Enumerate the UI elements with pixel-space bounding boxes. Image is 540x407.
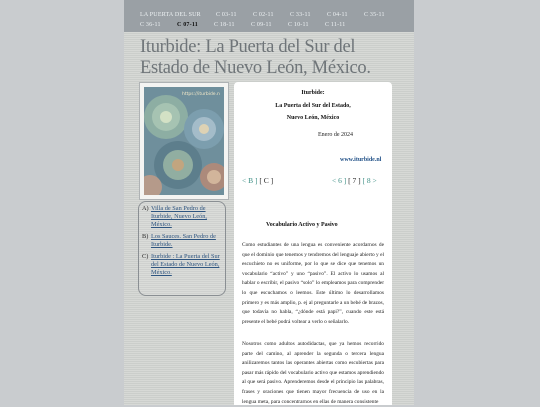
nav-link[interactable]: C 36-11 <box>140 22 161 28</box>
link-text[interactable]: Iturbide : La Puerta del Sur del Estado de Nuevo León, México. <box>151 253 220 276</box>
paragraph-2: Nosotros como adultos autodidactas, que ya hemos recorrido parte del camino, al aprender la segunda o tercera lengua anilizaremos tantos las operantes abiertas como escubiertas para pasar más rápido del vocabulario activo que estamos aprendiendo al que será pasivo. Aprenderemos desde el principio las palabras, frases y oraciones que tienen mayor frecuencia de uso en la lengua meta, para concentrarnos en ellas de manera consistente <box>242 341 384 405</box>
nav-link[interactable]: C 18-11 <box>214 22 235 28</box>
content-card <box>234 82 392 405</box>
section-title: Vocabulario Activo y Pasivo <box>266 222 338 228</box>
card-heading-2: La Puerta del Sur del Estado, <box>275 103 351 109</box>
pager-prev-b[interactable]: < B ] <box>242 176 258 185</box>
site-link[interactable]: www.iturbide.nl <box>340 157 382 163</box>
link-item-b[interactable] <box>142 233 222 249</box>
publish-date: Enero de 2024 <box>318 132 353 138</box>
link-text[interactable]: Villa de San Pedro de Iturbide, Nuevo León, México. <box>151 205 207 228</box>
nav-link[interactable]: C 03-11 <box>216 12 237 18</box>
pager-numbers <box>332 176 377 185</box>
pager-letters <box>242 176 273 185</box>
nav-link[interactable]: C 09-11 <box>251 22 272 28</box>
link-text[interactable]: Los Sauces. San Pedro de Iturbide. <box>151 233 216 248</box>
pager-prev-6[interactable]: < 6 ] <box>332 176 347 185</box>
nav-row-2 <box>140 22 362 28</box>
link-key: A) <box>142 205 149 212</box>
link-item-c[interactable] <box>142 253 222 277</box>
link-item-a[interactable] <box>142 205 222 229</box>
related-links-box <box>138 201 226 296</box>
succulent-image <box>144 87 224 195</box>
link-key: B) <box>142 233 149 240</box>
nav-link-active[interactable]: C 07-11 <box>177 22 198 28</box>
nav-link[interactable]: C 33-11 <box>290 12 311 18</box>
link-key: C) <box>142 253 149 260</box>
paragraph-1: Como estudiantes de una lengua es conveniente acordarnos de que el dominio que tenemos y tendremos del lenguaje abierto y el escuchieto no es uniforme, por lo que se dice que tenemos un vocabulario “activo” y uno “pasivo”. El activo lo usamos al hablar o escribir, el pasivo “solo” lo empleamos para comprender lo que escuchamos o leemos. Este último lo desarrollamos primero y es más amplio, p. ej al preguntarle a un bebé de brazos, que todavía no habla, “¿dónde está papi?”, cuando este está presente el bebé podrá voltear a verlo o señalarlo. <box>242 242 384 325</box>
nav-link[interactable]: C 35-11 <box>364 12 385 18</box>
succulent-photo <box>139 82 229 200</box>
card-heading-3: Nuevo León, México <box>286 115 340 121</box>
nav-link[interactable]: C 11-11 <box>325 22 346 28</box>
nav-link[interactable]: C 02-11 <box>253 12 274 18</box>
page-title: Iturbide: La Puerta del Sur del Estado de Nuevo León, México. <box>140 37 371 78</box>
nav-link[interactable]: C 10-11 <box>288 22 309 28</box>
pager-current-c: [ C ] <box>259 176 274 185</box>
watermark: https://iturbide.n <box>182 92 220 97</box>
nav-link-home[interactable]: LA PUERTA DEL SUR <box>140 12 201 18</box>
nav-row-1 <box>140 12 401 18</box>
pager-next-8[interactable]: [ 8 > <box>362 176 377 185</box>
top-navigation <box>124 0 414 32</box>
pager-current-7: [ 7 ] <box>348 176 361 185</box>
nav-link[interactable]: C 04-11 <box>327 12 348 18</box>
card-heading-1: Iturbide: <box>301 90 325 96</box>
